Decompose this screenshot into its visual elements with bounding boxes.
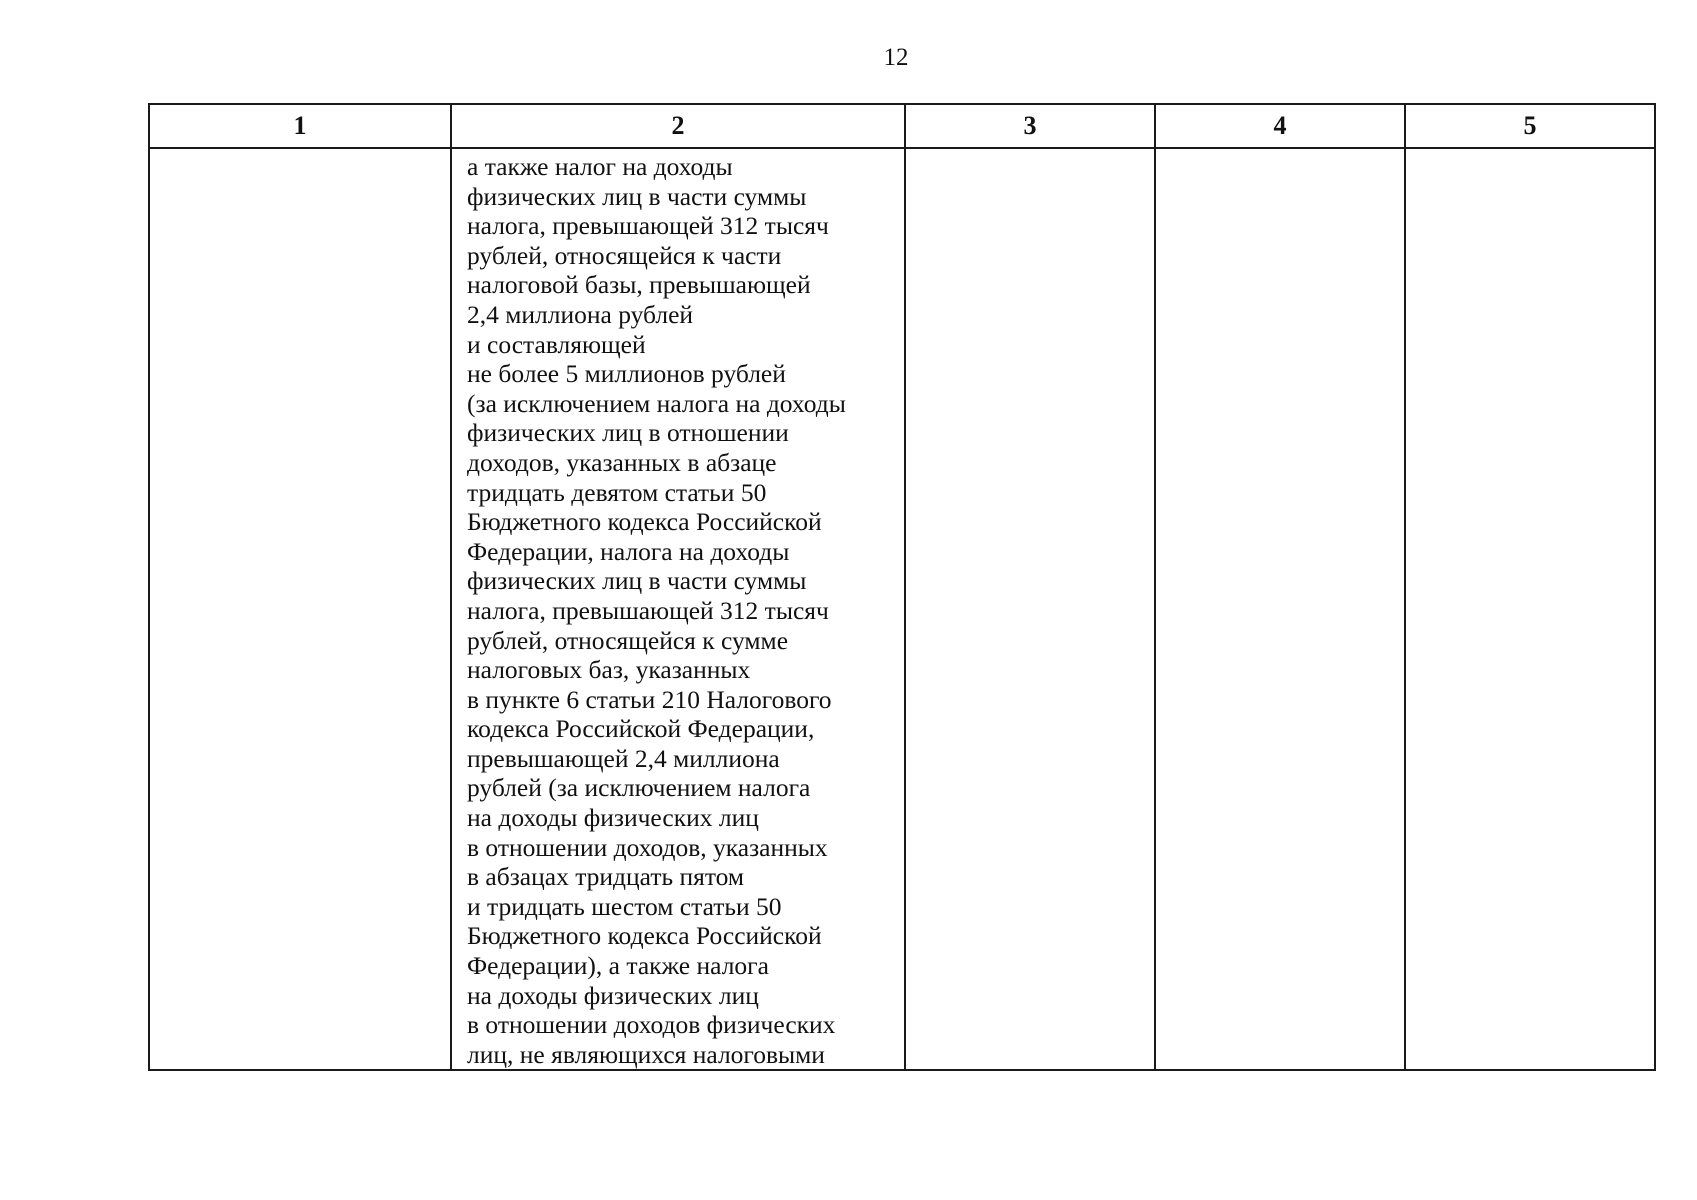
text-line: и тридцать шестом статьи 50: [467, 891, 782, 921]
table-cell-col-2: [451, 148, 905, 1070]
text-line: тридцать девятом статьи 50: [467, 477, 767, 507]
text-line: рублей, относящейся к части: [467, 240, 782, 270]
text-line: лиц, не являющихся налоговыми: [467, 1039, 825, 1069]
document-table: [148, 103, 1656, 1071]
text-line: физических лиц в части суммы: [467, 181, 807, 211]
column-header-2: 2: [451, 104, 905, 148]
text-line: не более 5 миллионов рублей: [467, 359, 786, 389]
text-line: Бюджетного кодекса Российской: [467, 507, 822, 537]
table-cell-col-3: [905, 148, 1155, 1070]
text-line: рублей (за исключением налога: [467, 773, 811, 803]
column-header-4: 4: [1155, 104, 1405, 148]
text-line: физических лиц в отношении: [467, 418, 789, 448]
text-line: кодекса Российской Федерации,: [467, 714, 815, 744]
text-line: Федерации), а также налога: [467, 951, 769, 981]
text-line: доходов, указанных в абзаце: [467, 447, 777, 477]
text-line: физических лиц в части суммы: [467, 566, 807, 596]
table-cell-col-5: [1405, 148, 1655, 1070]
text-line: налога, превышающей 312 тысяч: [467, 211, 829, 241]
text-line: Федерации, налога на доходы: [467, 536, 790, 566]
table-row: [149, 148, 1655, 1070]
text-line: превышающей 2,4 миллиона: [467, 743, 780, 773]
text-line: налога, превышающей 312 тысяч: [467, 595, 829, 625]
column-header-3: 3: [905, 104, 1155, 148]
text-line: в пункте 6 статьи 210 Налогового: [467, 684, 832, 714]
text-line: в отношении доходов физических: [467, 1010, 836, 1040]
text-line: на доходы физических лиц: [467, 803, 759, 833]
text-line: рублей, относящейся к сумме: [467, 625, 789, 655]
column-header-5: 5: [1405, 104, 1655, 148]
tax-description-text: [467, 152, 894, 1069]
text-line: а также налог на доходы: [467, 152, 733, 181]
text-line: в абзацах тридцать пятом: [467, 862, 745, 892]
text-line: на доходы физических лиц: [467, 980, 759, 1010]
text-line: налоговой базы, превышающей: [467, 270, 811, 300]
table-header-row: [149, 104, 1655, 148]
text-line: (за исключением налога на доходы: [467, 388, 846, 418]
text-line: Бюджетного кодекса Российской: [467, 921, 822, 951]
table-cell-col-1: [149, 148, 451, 1070]
text-line: налоговых баз, указанных: [467, 655, 751, 685]
page-number: 12: [883, 44, 909, 71]
text-line: 2,4 миллиона рублей: [467, 299, 694, 329]
text-line: в отношении доходов, указанных: [467, 832, 828, 862]
table-cell-col-4: [1155, 148, 1405, 1070]
text-line: и составляющей: [467, 329, 646, 359]
column-header-1: 1: [149, 104, 451, 148]
